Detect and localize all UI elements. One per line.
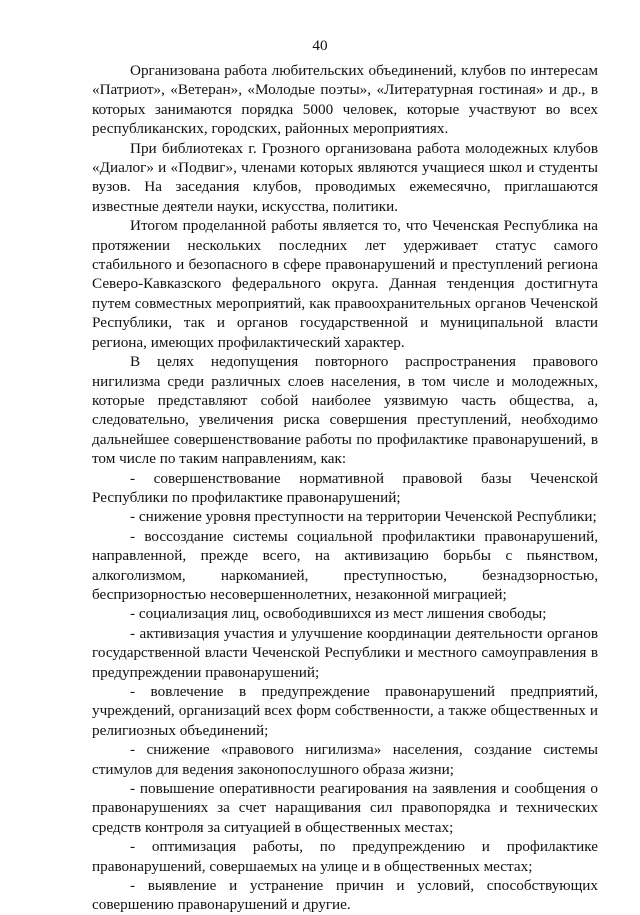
list-item: - снижение уровня преступности на территории Чеченской Республики; <box>130 508 597 526</box>
list-item: - снижение «правового нигилизма» населения, создание системы стимулов для ведения законопослушного образа жизни; <box>92 741 598 778</box>
list-item: - активизация участия и улучшение координации деятельности органов государственной власти Чеченской Республики и местного самоуправления в предупреждении правонарушений; <box>92 624 598 681</box>
list-item: - выявление и устранение причин и условий, способствующих совершению правонарушений и другие. <box>92 877 598 914</box>
paragraph: Итогом проделанной работы является то, что Чеченская Республика на протяжении нескольких последних лет удерживает статус самого стабильного и безопасного в сфере правонарушений и преступлений региона Северо-Кавказского федерального округа. Данная тенденция достигнута путем совместных мероприятий, как правоохранительных органов Чеченской Республики, так и органов государственной и муниципальной власти региона, имеющих профилактический характер. <box>92 217 598 351</box>
page-number: 40 <box>312 37 328 54</box>
list-item: - совершенствование нормативной правовой базы Чеченской Республики по профилактике правонарушений; <box>92 469 598 506</box>
paragraph: Организована работа любительских объединений, клубов по интересам «Патриот», «Ветеран», «Молодые поэты», «Литературная гостиная» и др., в которых занимаются порядка 5000 человек, которые участвуют во всех республиканских, городских, районных мероприятиях. <box>92 62 598 138</box>
list-item: - воссоздание системы социальной профилактики правонарушений, направленной, прежде всего, на активизацию борьбы с пьянством, алкоголизмом, наркоманией, преступностью, безнадзорностью, беспризорностью несовершеннолетних, незаконной миграцией; <box>92 527 598 603</box>
list-item: - социализация лиц, освободившихся из мест лишения свободы; <box>130 605 547 623</box>
paragraph: В целях недопущения повторного распространения правового нигилизма среди различных слоев населения, в том числе и молодежных, которые представляют собой наиболее уязвимую часть общества, а, следовательно, увеличения риска совершения преступлений, необходимо дальнейшее совершенствование работы по профилактике правонарушений, в том числе по таким направлениям, как: <box>92 353 598 468</box>
list-item: - оптимизация работы, по предупреждению и профилактике правонарушений, совершаемых на улице и в общественных местах; <box>92 838 598 875</box>
list-item: - вовлечение в предупреждение правонарушений предприятий, учреждений, организаций всех форм собственности, а также общественных и религиозных объединений; <box>92 683 598 739</box>
document-body <box>92 61 598 915</box>
list-item: - повышение оперативности реагирования на заявления и сообщения о правонарушениях за счет наращивания сил правопорядка и технических средств контроля за ситуацией в общественных местах; <box>92 780 598 836</box>
paragraph: При библиотеках г. Грозного организована работа молодежных клубов «Диалог» и «Подвиг», членами которых являются учащиеся школ и студенты вузов. На заседания клубов, проводимых ежемесячно, приглашаются известные деятели науки, искусства, политики. <box>92 139 598 215</box>
